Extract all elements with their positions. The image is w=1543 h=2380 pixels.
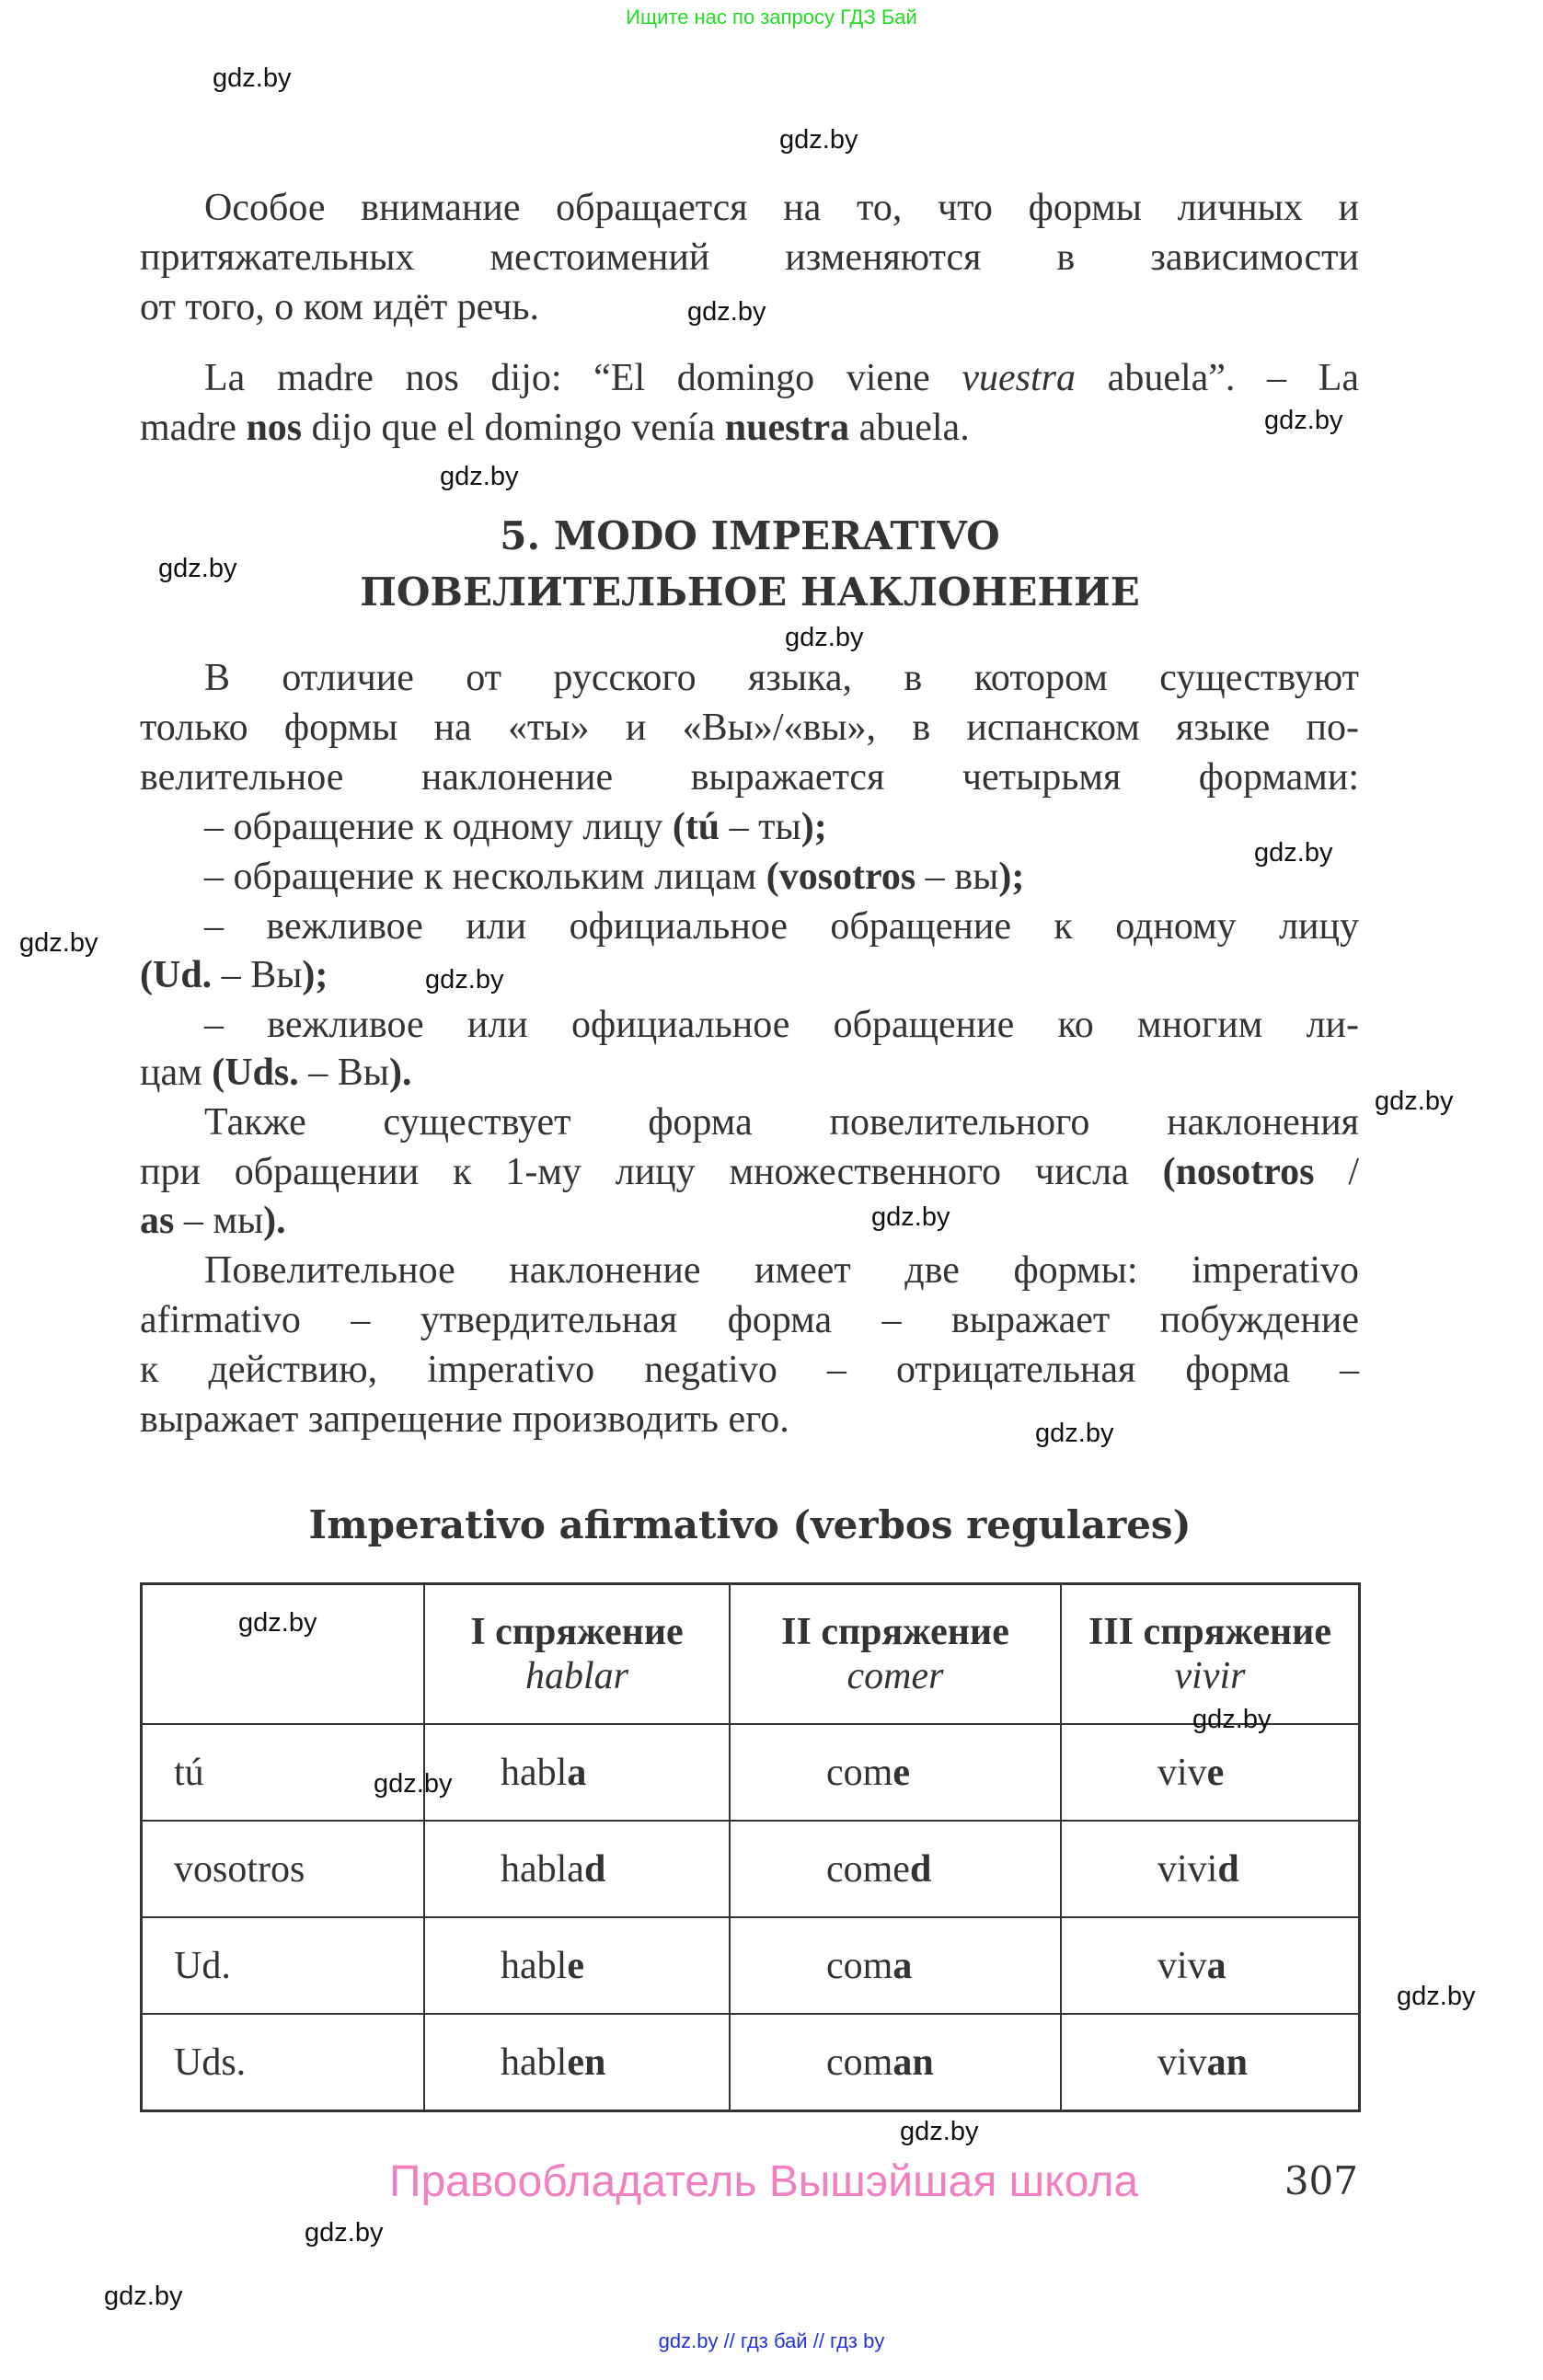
verb-ending: e bbox=[567, 1944, 584, 1987]
p1-line: от того, о ком идёт речь. bbox=[140, 286, 540, 328]
copyright-notice: Правообладатель Вышэйшая школа bbox=[388, 2157, 1139, 2206]
p3-line: – вежливое или официальное обращение к одному лицу bbox=[204, 905, 1359, 948]
table-row bbox=[142, 1724, 1360, 1821]
watermark: gdz.by bbox=[687, 297, 766, 327]
verb-stem: habl bbox=[501, 1944, 568, 1987]
text: – Вы bbox=[298, 1052, 389, 1094]
header-title: III спряжение bbox=[1088, 1611, 1332, 1653]
watermark: gdz.by bbox=[871, 1202, 950, 1232]
text: цам bbox=[140, 1052, 213, 1094]
header-cell bbox=[730, 1584, 1061, 1725]
watermark: gdz.by bbox=[238, 1608, 317, 1638]
verb-stem: vivi bbox=[1157, 1847, 1218, 1891]
conjugation-table bbox=[140, 1582, 1361, 2112]
header-cell-empty bbox=[142, 1584, 425, 1725]
table-title: Imperativo afirmativo (verbos regulares) bbox=[308, 1502, 1192, 1547]
watermark: gdz.by bbox=[1192, 1705, 1272, 1734]
watermark: gdz.by bbox=[19, 928, 98, 958]
verb-stem: viv bbox=[1157, 1944, 1207, 1987]
p2-line bbox=[140, 355, 1359, 401]
watermark: gdz.by bbox=[305, 2218, 384, 2248]
watermark: gdz.by bbox=[900, 2117, 979, 2146]
verb-ending: a bbox=[892, 1944, 913, 1987]
text: – вы bbox=[915, 856, 999, 898]
p5-line: к действию, imperativo negativo – отрицательная форма – bbox=[140, 1349, 1359, 1391]
text: abuela”. – La bbox=[1076, 357, 1359, 399]
table-row bbox=[142, 1917, 1360, 2014]
text: при обращении к 1-му лицу множественного числа bbox=[140, 1151, 1163, 1193]
header-verb: vivir bbox=[1174, 1655, 1246, 1697]
verb-form-cell bbox=[730, 2014, 1061, 2111]
watermark: gdz.by bbox=[425, 965, 504, 995]
verb-form-cell bbox=[1061, 1917, 1360, 2014]
verb-ending: d bbox=[1217, 1847, 1239, 1891]
text: abuela. bbox=[849, 407, 970, 449]
p3-line: только формы на «ты» и «Вы»/«вы», в испанском языке по- bbox=[140, 707, 1359, 749]
verb-stem: habl bbox=[501, 2041, 568, 2084]
text: – мы bbox=[174, 1200, 264, 1242]
text-bold: nos bbox=[246, 407, 303, 449]
p3-line bbox=[140, 804, 1359, 850]
table-row bbox=[142, 1821, 1360, 1917]
text-bold: ); bbox=[998, 856, 1025, 898]
text: – Вы bbox=[212, 954, 303, 996]
verb-stem: habla bbox=[501, 1847, 584, 1891]
p5-line: Повелительное наклонение имеет две формы: imperativo bbox=[204, 1249, 1359, 1292]
pronoun-cell: tú bbox=[142, 1724, 425, 1821]
page-number: 307 bbox=[1284, 2158, 1358, 2203]
verb-ending: an bbox=[892, 2041, 934, 2084]
verb-stem: com bbox=[826, 1944, 893, 1987]
header-verb: hablar bbox=[524, 1655, 628, 1697]
text-bold: nuestra bbox=[724, 407, 850, 449]
watermark: gdz.by bbox=[1264, 406, 1343, 435]
text: madre bbox=[140, 407, 247, 449]
text-bold: ); bbox=[800, 806, 827, 848]
p5-line: выражает запрещение производить его. bbox=[140, 1398, 789, 1441]
verb-form-cell bbox=[730, 1724, 1061, 1821]
header-verb: comer bbox=[846, 1655, 944, 1697]
watermark: gdz.by bbox=[440, 462, 519, 491]
verb-form-cell bbox=[1061, 1724, 1360, 1821]
p4-line: Также существует форма повелительного наклонения bbox=[204, 1101, 1359, 1144]
text: dijo que el domingo venía bbox=[302, 407, 725, 449]
verb-stem: com bbox=[826, 1751, 893, 1794]
verb-stem: com bbox=[826, 2041, 893, 2084]
verb-form-cell bbox=[730, 1821, 1061, 1917]
verb-form-cell bbox=[424, 1724, 730, 1821]
p5-line: afirmativo – утвердительная форма – выражает побуждение bbox=[140, 1299, 1359, 1341]
p4-line bbox=[140, 1149, 1359, 1195]
header-cell bbox=[424, 1584, 730, 1725]
p3-line bbox=[140, 854, 1359, 900]
verb-form-cell bbox=[424, 1821, 730, 1917]
text-bold: as bbox=[140, 1200, 175, 1242]
section-heading-ru: ПОВЕЛИТЕЛЬНОЕ НАКЛОНЕНИЕ bbox=[360, 569, 1140, 615]
watermark: gdz.by bbox=[374, 1769, 453, 1799]
watermark: gdz.by bbox=[1254, 838, 1333, 868]
p4-line bbox=[140, 1198, 1359, 1244]
verb-ending: d bbox=[909, 1847, 932, 1891]
text-bold: (Ud. bbox=[140, 954, 213, 996]
text: – обращение к нескольким лицам bbox=[204, 856, 766, 898]
watermark: gdz.by bbox=[1035, 1419, 1114, 1448]
p1-line: Особое внимание обращается на то, что формы личных и bbox=[204, 187, 1359, 229]
p3-line bbox=[140, 1050, 1359, 1096]
pronoun-cell: Uds. bbox=[142, 2014, 425, 2111]
watermark: gdz.by bbox=[213, 63, 292, 93]
text: La madre nos dijo: “El domingo viene bbox=[204, 357, 962, 399]
pronoun-cell: vosotros bbox=[142, 1821, 425, 1917]
p3-line bbox=[140, 952, 1359, 998]
text-bold: (Uds. bbox=[212, 1052, 299, 1094]
text-italic: vuestra bbox=[961, 357, 1077, 399]
p1-line: притяжательных местоимений изменяются в зависимости bbox=[140, 236, 1359, 279]
p3-line: велительное наклонение выражается четырьмя формами: bbox=[140, 756, 1359, 799]
watermark: gdz.by bbox=[158, 554, 237, 583]
watermark: gdz.by bbox=[779, 125, 858, 155]
watermark: gdz.by bbox=[1397, 1982, 1476, 2011]
top-banner[interactable]: Ищите нас по запросу ГДЗ Бай bbox=[626, 6, 917, 29]
header-title: I спряжение bbox=[470, 1611, 684, 1653]
verb-ending: an bbox=[1206, 2041, 1249, 2084]
table-header-row bbox=[142, 1584, 1360, 1725]
bottom-links[interactable]: gdz.by // гдз бай // гдз by bbox=[658, 2329, 885, 2352]
verb-stem: viv bbox=[1157, 1751, 1207, 1794]
verb-ending: e bbox=[892, 1751, 910, 1794]
p3-line: – вежливое или официальное обращение ко многим ли- bbox=[204, 1004, 1359, 1046]
text-bold: (tú bbox=[672, 806, 720, 848]
verb-form-cell bbox=[1061, 2014, 1360, 2111]
text: / bbox=[1314, 1151, 1360, 1193]
verb-stem: habl bbox=[501, 1751, 568, 1794]
header-title: II спряжение bbox=[781, 1611, 1009, 1653]
pronoun-cell: Ud. bbox=[142, 1917, 425, 2014]
p3-line: В отличие от русского языка, в котором существуют bbox=[204, 657, 1359, 699]
verb-ending: d bbox=[583, 1847, 606, 1891]
watermark: gdz.by bbox=[104, 2282, 183, 2311]
section-heading: 5. MODO IMPERATIVO bbox=[500, 513, 1000, 558]
table-row bbox=[142, 2014, 1360, 2111]
watermark: gdz.by bbox=[1375, 1087, 1454, 1116]
text-bold: ). bbox=[263, 1200, 286, 1242]
verb-form-cell bbox=[1061, 1821, 1360, 1917]
verb-stem: viv bbox=[1157, 2041, 1207, 2084]
verb-ending: a bbox=[1206, 1944, 1226, 1987]
text-bold: (nosotros bbox=[1162, 1151, 1315, 1193]
text: – ты bbox=[720, 806, 801, 848]
watermark: gdz.by bbox=[785, 623, 864, 652]
verb-ending: e bbox=[1206, 1751, 1225, 1794]
verb-form-cell bbox=[424, 1917, 730, 2014]
verb-ending: a bbox=[567, 1751, 587, 1794]
text: – обращение к одному лицу bbox=[204, 806, 673, 848]
p2-line bbox=[140, 405, 1359, 451]
text-bold: (vosotros bbox=[766, 856, 916, 898]
verb-stem: come bbox=[826, 1847, 910, 1891]
verb-ending: en bbox=[567, 2041, 606, 2084]
verb-form-cell bbox=[424, 2014, 730, 2111]
text-bold: ); bbox=[302, 954, 328, 996]
text-bold: ). bbox=[388, 1052, 412, 1094]
verb-form-cell bbox=[730, 1917, 1061, 2014]
